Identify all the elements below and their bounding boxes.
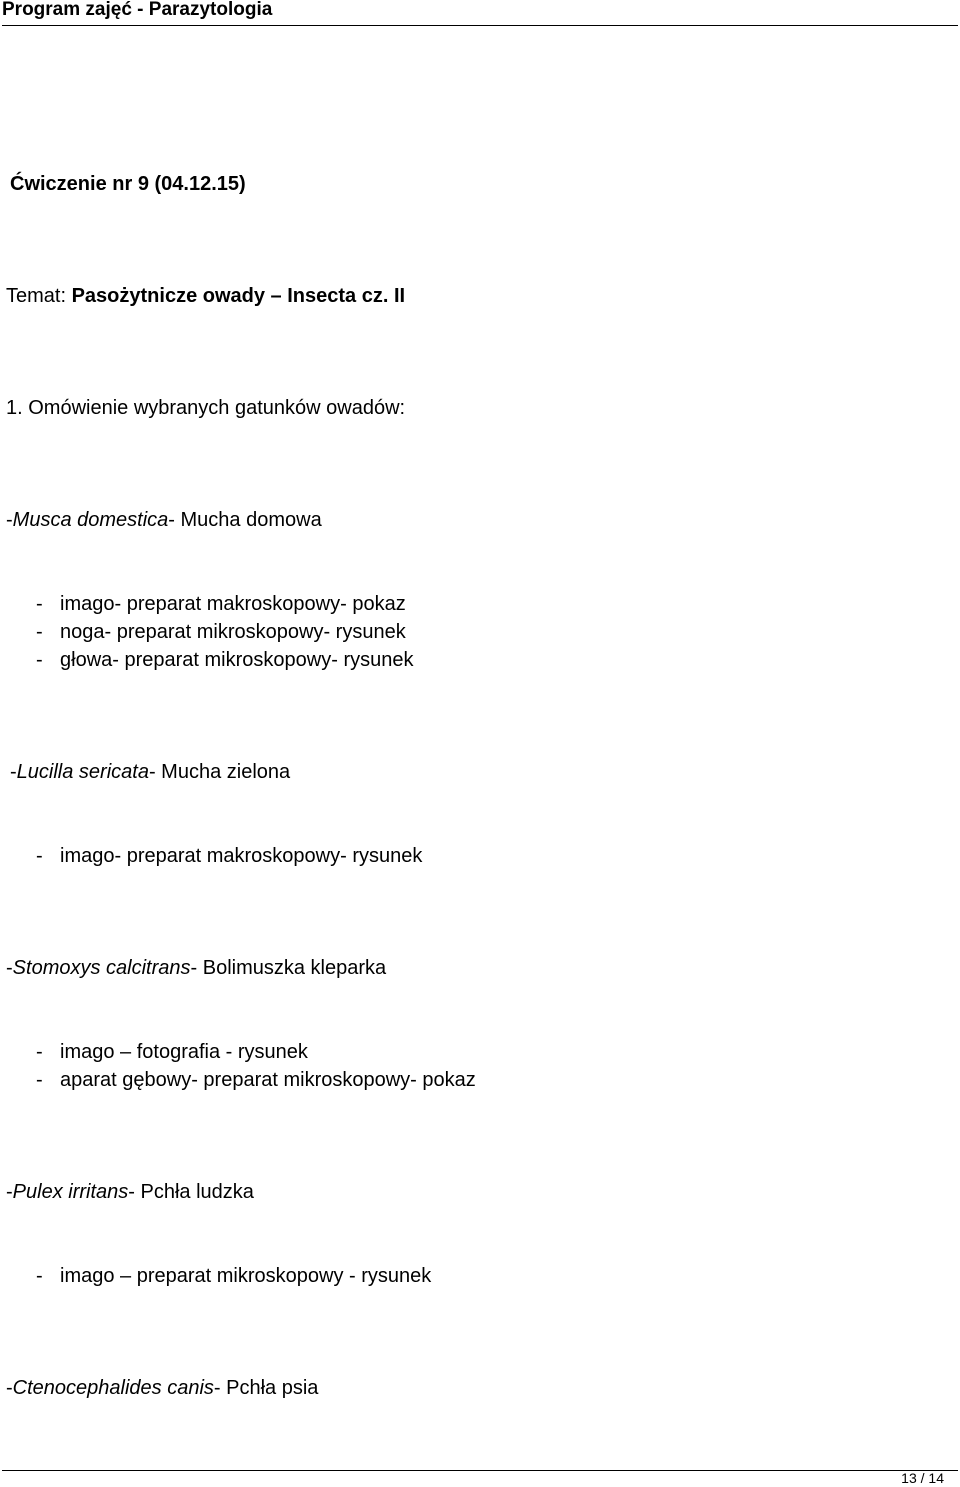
exercise-title: Ćwiczenie nr 9 (04.12.15): [10, 173, 246, 195]
list-item: - noga- preparat mikroskopowy- rysunek: [36, 621, 406, 643]
list-item: - imago- preparat makroskopowy- pokaz: [36, 593, 406, 615]
species-latin-name: Lucilla sericata: [16, 761, 149, 783]
list-item: - aparat gębowy- preparat mikroskopowy- pokaz: [36, 1069, 476, 1091]
species-common-name: - Mucha zielona: [148, 761, 291, 783]
header-title: Program zajęć - Parazytologia: [2, 0, 273, 20]
species-line: [6, 1376, 318, 1400]
species-common-name: - Mucha domowa: [168, 509, 322, 531]
list-item-text: noga- preparat mikroskopowy- rysunek: [60, 621, 406, 643]
species-line: [10, 760, 290, 784]
species-line: [6, 1180, 254, 1204]
footer-divider: [2, 1470, 958, 1471]
list-item-text: imago- preparat makroskopowy- pokaz: [60, 593, 406, 615]
species-latin-name: Musca domestica: [12, 509, 169, 531]
species-line: [6, 956, 386, 980]
list-item-text: imago – preparat mikroskopowy - rysunek: [60, 1265, 432, 1287]
page-number: 13 / 14: [901, 1470, 944, 1486]
species-common-name: - Bolimuszka kleparka: [190, 957, 387, 979]
list-item: - imago – fotografia - rysunek: [36, 1041, 308, 1063]
list-item-text: imago – fotografia - rysunek: [60, 1041, 308, 1063]
topic-line: [6, 284, 405, 308]
list-item-text: aparat gębowy- preparat mikroskopowy- pokaz: [60, 1069, 476, 1091]
list-item-text: imago- preparat makroskopowy- rysunek: [60, 845, 423, 867]
species-line: [6, 508, 322, 532]
list-item-text: głowa- preparat mikroskopowy- rysunek: [60, 649, 414, 671]
species-latin-name: Ctenocephalides canis: [12, 1377, 214, 1399]
list-item: - imago – preparat mikroskopowy - rysunek: [36, 1265, 432, 1287]
species-latin-name: Stomoxys calcitrans: [12, 957, 191, 979]
topic-title: Pasożytnicze owady – Insecta cz. II: [71, 285, 406, 307]
species-prefix: -: [6, 957, 13, 979]
species-common-name: - Pchła ludzka: [128, 1181, 254, 1203]
species-prefix: -: [10, 761, 17, 783]
section-heading: 1. Omówienie wybranych gatunków owadów:: [6, 397, 406, 419]
species-prefix: -: [6, 1181, 13, 1203]
topic-label: Temat:: [6, 285, 67, 307]
list-item: - głowa- preparat mikroskopowy- rysunek: [36, 649, 414, 671]
list-item: - imago- preparat makroskopowy- rysunek: [36, 845, 423, 867]
species-latin-name: Pulex irritans: [12, 1181, 129, 1203]
header-divider: [2, 25, 958, 26]
species-prefix: -: [6, 1377, 13, 1399]
species-prefix: -: [6, 509, 13, 531]
species-common-name: - Pchła psia: [213, 1377, 319, 1399]
